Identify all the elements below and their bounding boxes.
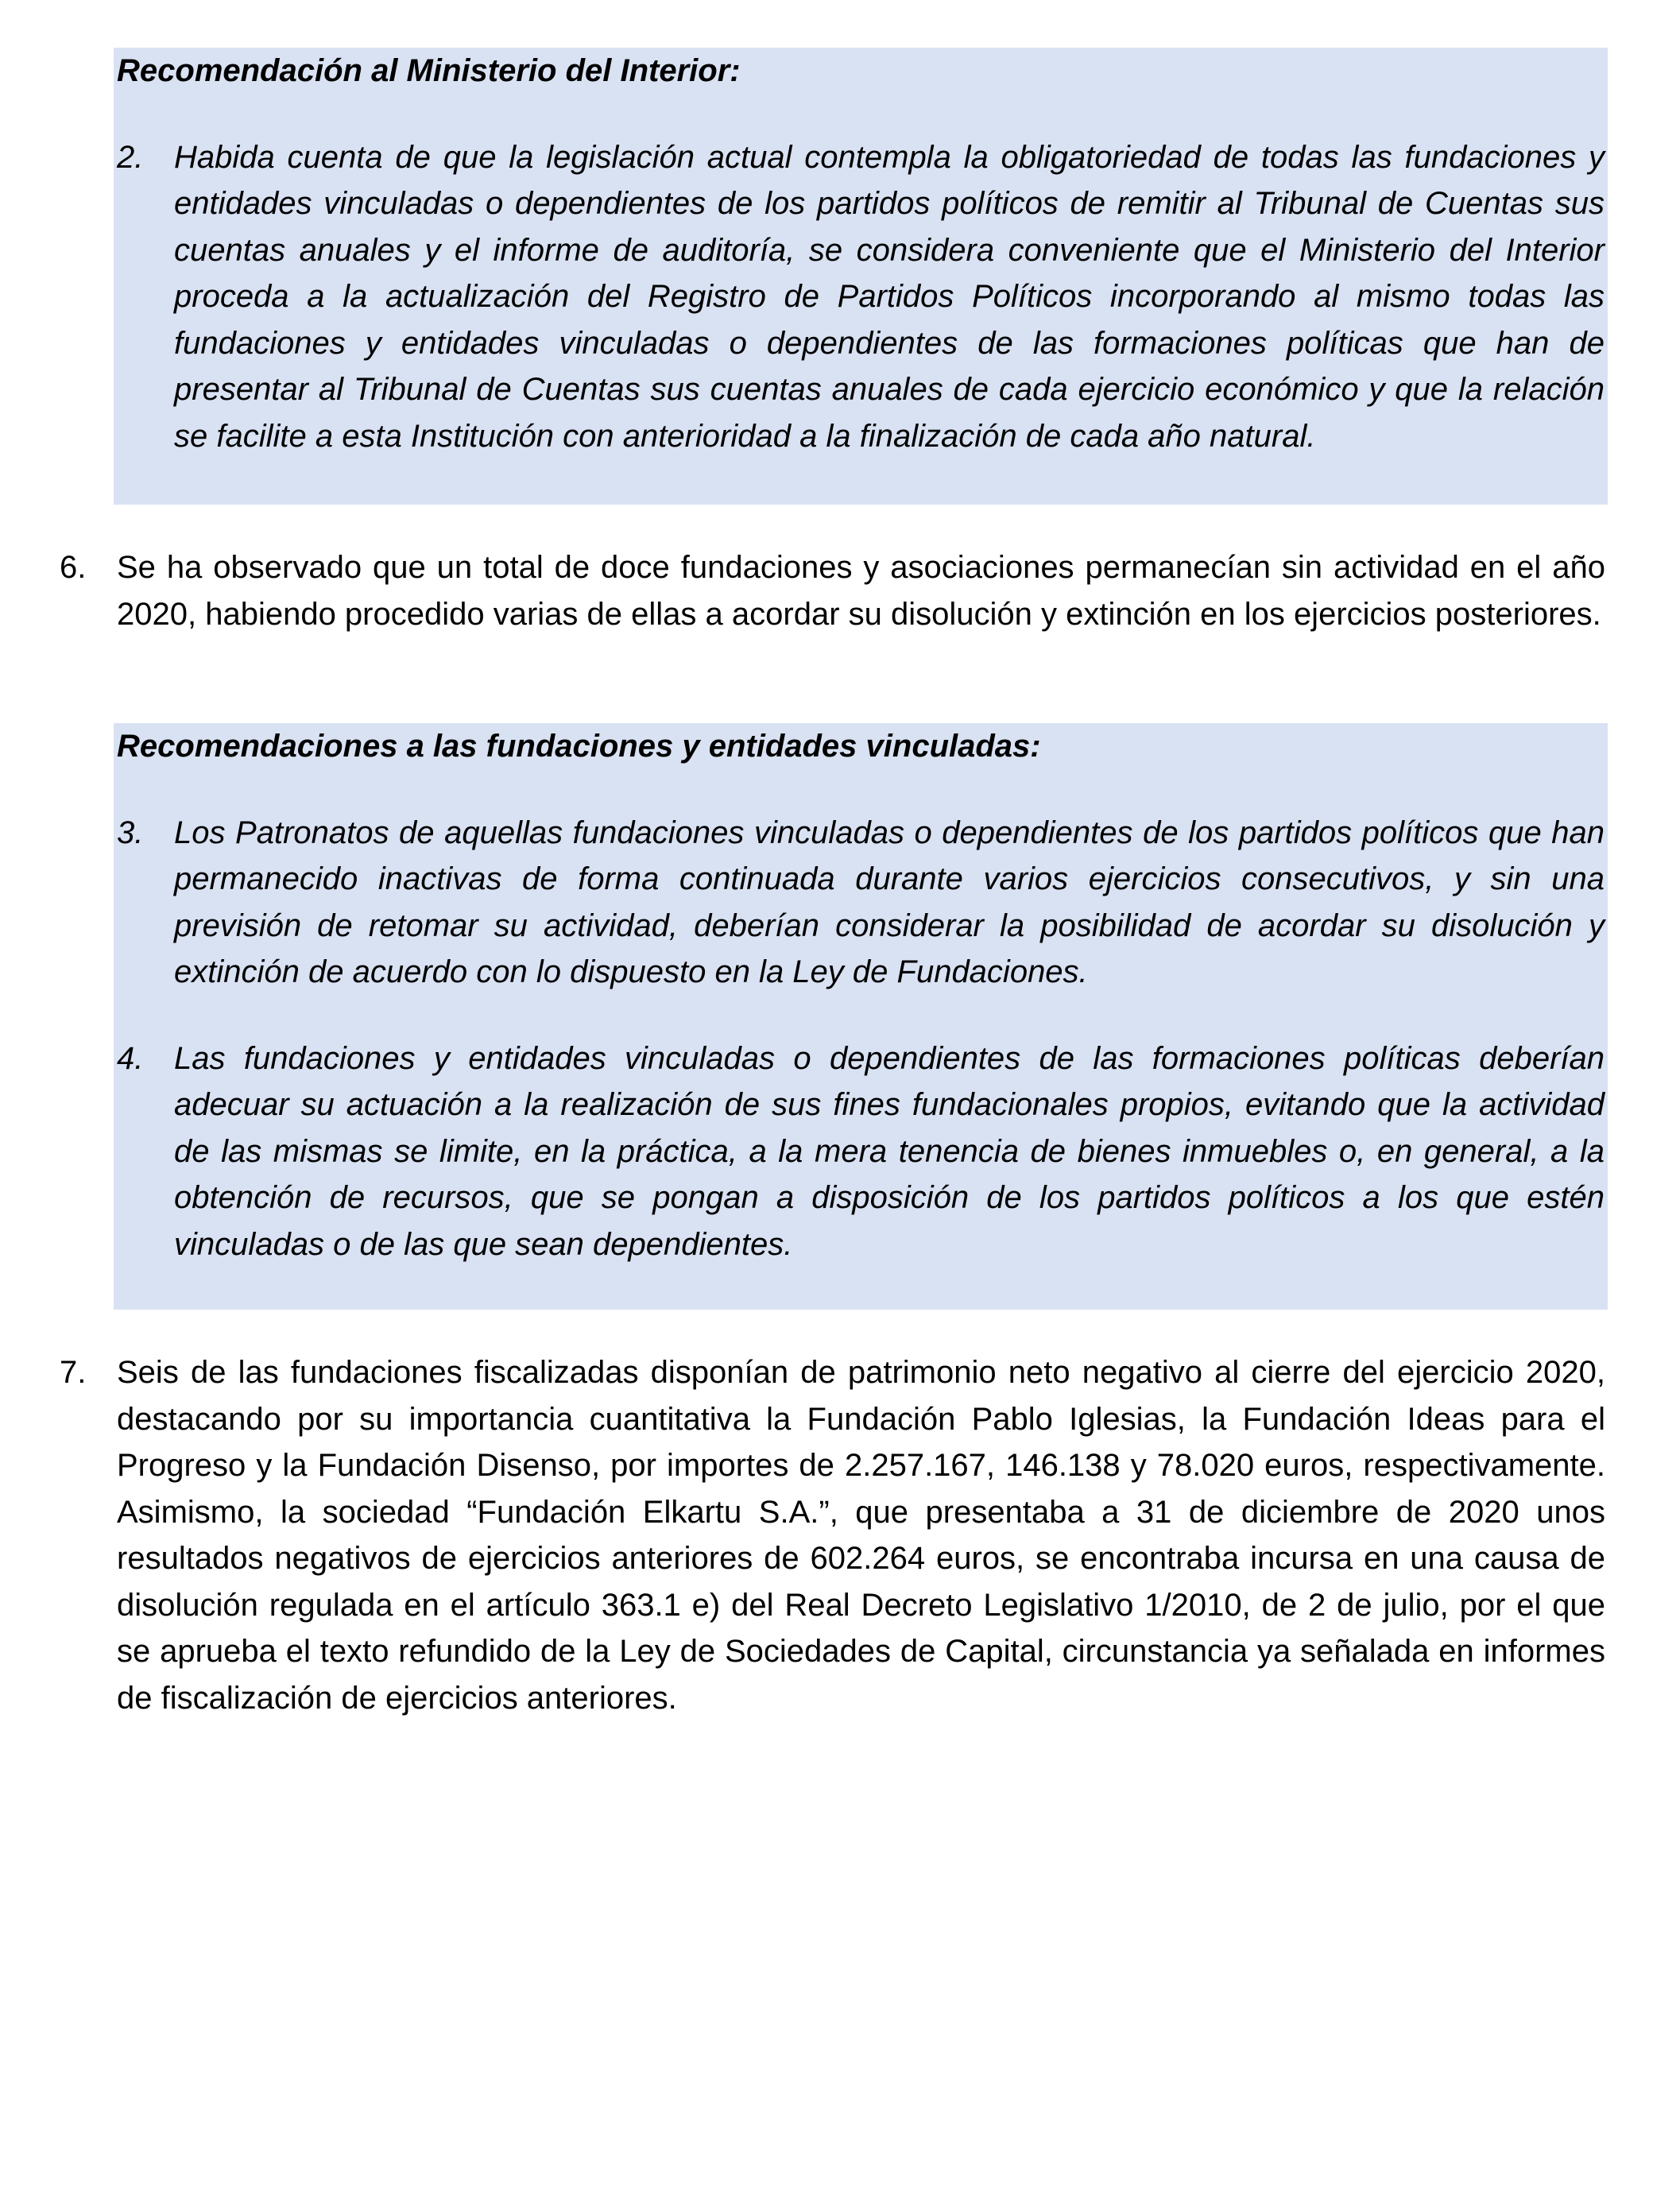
recommendation-item	[117, 134, 1605, 460]
paragraph-6	[60, 544, 1605, 637]
recommendation-item	[117, 810, 1605, 996]
recommendation-box-ministry	[114, 48, 1608, 505]
item-number: 3.	[117, 815, 144, 850]
paragraph-7	[60, 1349, 1605, 1721]
item-number: 2.	[117, 139, 144, 175]
item-number: 4.	[117, 1040, 144, 1076]
item-text: Habida cuenta de que la legislación actual contempla la obligatoriedad de todas las fundaciones y entidades vinculadas o dependientes de los partidos políticos de remitir al Tribunal de Cuentas sus cuentas anuales y el informe de auditoría, se considera conveniente que el Ministerio del Interior proceda a la actualización del Registro de Partidos Políticos incorporando al mismo todas las fundaciones y entidades vinculadas o dependientes de las formaciones políticas que han de presentar al Tribunal de Cuentas sus cuentas anuales de cada ejercicio económico y que la relación se facilite a esta Institución con anterioridad a la finalización de cada año natural.	[174, 139, 1605, 454]
item-text: Las fundaciones y entidades vinculadas o dependientes de las formaciones políticas deberían adecuar su actuación a la realización de sus fines fundacionales propios, evitando que la actividad de las mismas se limite, en la práctica, a la mera tenencia de bienes inmuebles o, en general, a la obtención de recursos, que se pongan a disposición de los partidos políticos a los que estén vinculadas o de las que sean dependientes.	[174, 1040, 1605, 1262]
recommendation-heading: Recomendación al Ministerio del Interior:	[117, 53, 741, 88]
item-text: Seis de las fundaciones fiscalizadas disponían de patrimonio neto negativo al cierre del ejercicio 2020, destacando por su importancia cuantitativa la Fundación Pablo Iglesias, la Fundación Ideas para el Progreso y la Fundación Disenso, por importes de 2.257.167, 146.138 y 78.020 euros, respectivamente. Asimismo, la sociedad “Fundación Elkartu S.A.”, que presentaba a 31 de diciembre de 2020 unos resultados negativos de ejercicios anteriores de 602.264 euros, se encontraba incursa en una causa de disolución regulada en el artículo 363.1 e) del Real Decreto Legislativo 1/2010, de 2 de julio, por el que se aprueba el texto refundido de la Ley de Sociedades de Capital, circunstancia ya señalada en informes de fiscalización de ejercicios anteriores.	[117, 1355, 1605, 1716]
item-text: Los Patronatos de aquellas fundaciones vinculadas o dependientes de los partidos políticos que han permanecido inactivas de forma continuada durante varios ejercicios consecutivos, y sin una previsión de retomar su actividad, deberían considerar la posibilidad de acordar su disolución y extinción de acuerdo con lo dispuesto en la Ley de Fundaciones.	[174, 815, 1605, 989]
item-number: 7.	[60, 1355, 87, 1390]
recommendation-heading: Recomendaciones a las fundaciones y entidades vinculadas:	[117, 729, 1041, 764]
recommendation-item	[117, 1035, 1605, 1268]
item-number: 6.	[60, 550, 87, 585]
recommendation-box-foundations	[114, 723, 1608, 1310]
item-text: Se ha observado que un total de doce fundaciones y asociaciones permanecían sin actividad en el año 2020, habiendo procedido varias de ellas a acordar su disolución y extinción en los ejercicios posteriores.	[117, 550, 1605, 632]
